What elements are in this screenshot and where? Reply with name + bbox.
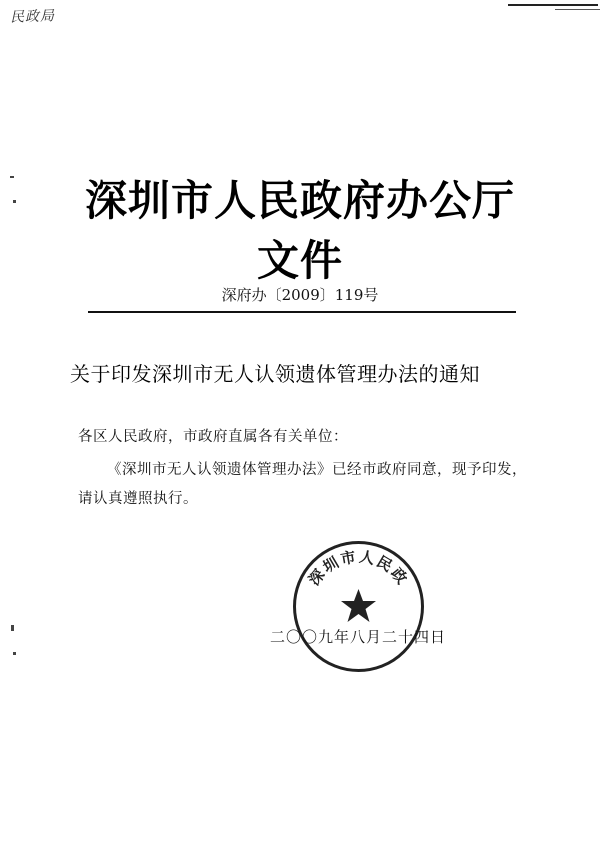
issuer-title: 深圳市人民政府办公厅文件 [84,176,515,285]
handwritten-note: 民政局 [9,8,56,26]
issue-date: 二〇〇九年八月二十四日 [270,628,447,646]
scan-edge-mark-2 [555,9,600,10]
header-divider [88,311,516,313]
margin-mark-4 [13,652,16,655]
seal-text: 深圳市人民政 [305,547,412,589]
document-number: 深府办〔2009〕119号 [221,286,379,304]
official-seal [291,539,426,674]
margin-mark-3 [11,625,14,631]
notice-title: 关于印发深圳市无人认领遗体管理办法的通知 [70,362,480,386]
salutation: 各区人民政府，市政府直属各有关单位： [78,429,348,445]
margin-mark-1 [10,176,14,178]
seal-star-icon [341,589,376,622]
margin-mark-2 [13,200,16,203]
scan-edge-mark [508,4,598,6]
notice-body: 《深圳市无人认领遗体管理办法》已经市政府同意，现予印发，请认真遵照执行。 [78,462,527,507]
